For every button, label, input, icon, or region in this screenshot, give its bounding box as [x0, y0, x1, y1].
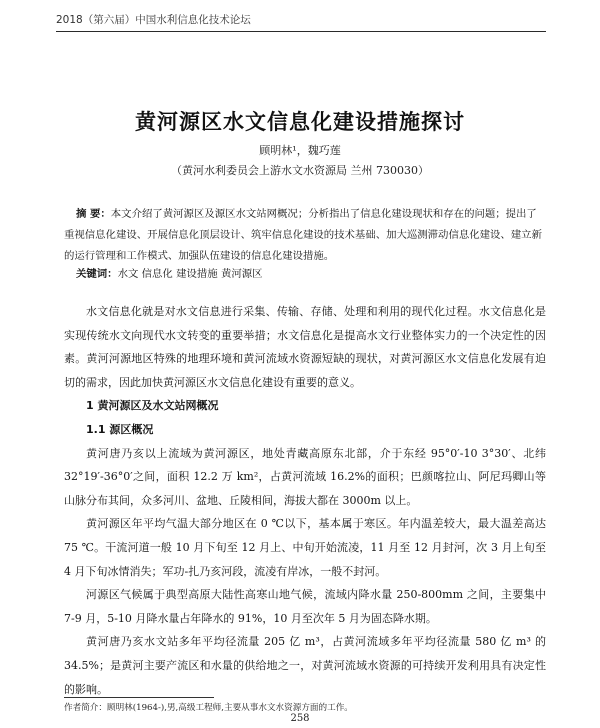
- paper-title: 黄河源区水文信息化建设措施探讨: [135, 109, 465, 134]
- body-text: [64, 300, 546, 701]
- keywords-label: 关键词：: [76, 268, 118, 280]
- abstract-text: 本文介绍了黄河源区及源区水文站网概况；分析指出了信息化建设现状和存在的问题；提出了重视信息化建设、开展信息化顶层设计、筑牢信息化建设的技术基础、加大巡测滞动信息化建设、建立新的运行管理和工作模式、加强队伍建设的信息化建设措施。: [64, 208, 542, 262]
- intro-paragraph: 水文信息化就是对水文信息进行采集、传输、存储、处理和利用的现代化过程。水文信息化是实现传统水文向现代水文转变的重要举措；水文信息化是提高水文行业整体实力的一个决定性的因素。黄河河源地区特殊的地理环境和黄河流域水资源短缺的现状，对黄河源区水文信息化发展有迫切的需求，因此加快黄河源区水文信息化建设有重要的意义。: [64, 305, 546, 389]
- paper-authors: 顾明林¹，魏巧莲: [259, 144, 341, 157]
- running-header: 2018（第六届）中国水利信息化技术论坛: [56, 12, 546, 32]
- abstract-label: 摘 要：: [76, 208, 111, 220]
- footnote-divider: [64, 697, 214, 698]
- keywords-block: [76, 265, 542, 280]
- abstract-block: [64, 204, 542, 267]
- paragraph-runoff: 黄河唐乃亥水文站多年平均径流量 205 亿 m³，占黄河流域多年平均径流量 580 亿 m³ 的 34.5%；是黄河主要产流区和水量的供给地之一，对黄河流域水资源的可持续开发利用具有决定性的影响。: [64, 635, 546, 696]
- subsection-heading-1-1: 1.1 源区概况: [86, 422, 154, 436]
- page-number: 258: [290, 713, 310, 724]
- paper-affiliation: （黄河水利委员会上游水文水资源局 兰州 730030）: [171, 164, 429, 177]
- paragraph-source-area: 黄河唐乃亥以上流域为黄河源区，地处青藏高原东北部，介于东经 95°0′-10 3°30′、北纬 32°19′-36°0′之间，面积 12.2 万 km²，占黄河流域 16.2%的面积；巴颜喀拉山、阿尼玛卿山等山脉分布其间，众多河川、盆地、丘陵相间，海拔大都在 3000m 以上。: [64, 446, 546, 507]
- paragraph-climate: 河源区气候属于典型高原大陆性高寒山地气候，流域内降水量 250-800mm 之间，主要集中 7-9 月，5-10 月降水量占年降水的 91%，10 月至次年 5 月为固态降水期。: [64, 588, 546, 625]
- paragraph-temperature: 黄河源区年平均气温大部分地区在 0 ℃以下，基本属于寒区。年内温差较大，最大温差高达 75 ℃。干流河道一般 10 月下旬至 12 月上、中旬开始流凌，11 月至 12 月封河，次 3 月上旬至 4 月下旬冰情消失；军功-扎乃亥河段，流凌有岸冰，一般不封河。: [64, 517, 546, 578]
- author-footnote: 作者简介：顾明林(1964-),男,高级工程师,主要从事水文水资源方面的工作。: [64, 703, 353, 713]
- keywords-text: 水文 信息化 建设措施 黄河源区: [117, 268, 263, 280]
- section-heading-1: 1 黄河源区及水文站网概况: [86, 399, 219, 413]
